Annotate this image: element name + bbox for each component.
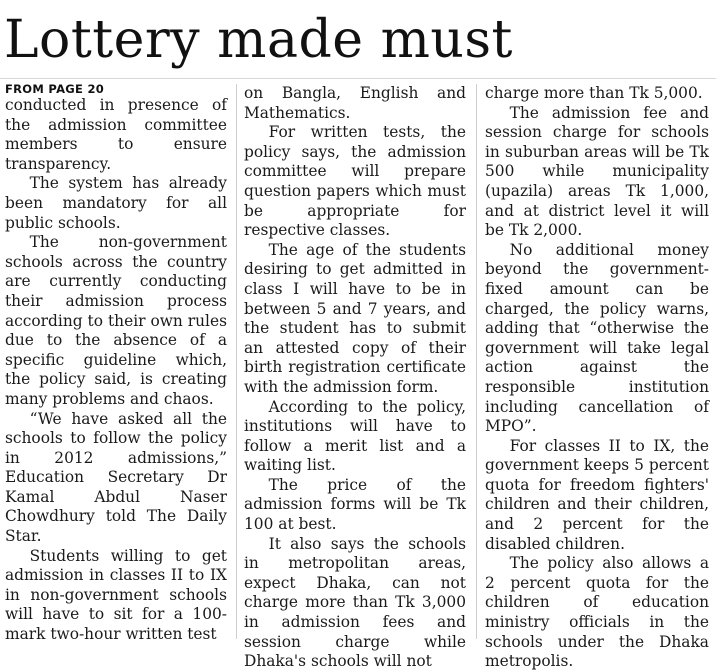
paragraph: The age of the students desiring to get admitted in class I will have to be in between 5 and 7 years, and the student has to submit an attested copy of their birth registration certificate with the admission form. xyxy=(244,240,466,396)
paragraph: According to the policy, institutions will have to follow a merit list and a waiting list. xyxy=(244,397,466,475)
paragraph: The admission fee and session charge for schools in suburban areas will be Tk 500 while municipality (upazila) areas Tk 1,000, and at district level it will be Tk 2,000. xyxy=(485,103,709,240)
article-column-2 xyxy=(244,84,466,672)
headline-rule xyxy=(0,78,716,79)
paragraph: The non-government schools across the country are currently conducting their admission process according to their own rules due to the absence of a specific guideline which, the policy said, is creating many problems and chaos. xyxy=(5,233,227,408)
paragraph: No additional money beyond the government-fixed amount can be charged, the policy warns, adding that “otherwise the government will take legal action against the responsible institution including cancellation of MPO”. xyxy=(485,240,709,436)
paragraph: on Bangla, English and Mathematics. xyxy=(244,84,466,122)
column-divider xyxy=(476,84,477,639)
headline: Lottery made must xyxy=(4,10,513,70)
column-divider xyxy=(236,84,237,639)
paragraph: For classes II to IX, the government keeps 5 percent quota for freedom fighters' children and their children, and 2 percent for the disabled children. xyxy=(485,436,709,553)
continuation-label: FROM PAGE 20 xyxy=(5,82,105,96)
article-column-1 xyxy=(5,82,227,645)
article-column-3 xyxy=(485,84,709,672)
paragraph: The price of the admission forms will be Tk 100 at best. xyxy=(244,475,466,534)
paragraph: charge more than Tk 5,000. xyxy=(485,84,703,102)
paragraph: The policy also allows a 2 percent quota for the children of education ministry officials in the schools under the Dhaka metropolis. xyxy=(485,554,709,671)
paragraph: The system has already been mandatory for all public schools. xyxy=(5,174,227,232)
paragraph: For written tests, the policy says, the admission committee will prepare question papers which must be appropriate for respective classes. xyxy=(244,123,466,240)
paragraph: Students willing to get admission in classes II to IX in non-government schools will have to sit for a 100-mark two-hour written test xyxy=(5,546,227,644)
paragraph: It also says the schools in metropolitan areas, expect Dhaka, can not charge more than Tk 3,000 in admission fees and session charge while Dhaka's schools will not xyxy=(244,534,466,671)
paragraph: “We have asked all the schools to follow the policy in 2012 admissions,” Education Secretary Dr Kamal Abdul Naser Chowdhury told The Daily Star. xyxy=(5,409,227,546)
paragraph: conducted in presence of the admission committee members to ensure transparency. xyxy=(5,96,227,173)
